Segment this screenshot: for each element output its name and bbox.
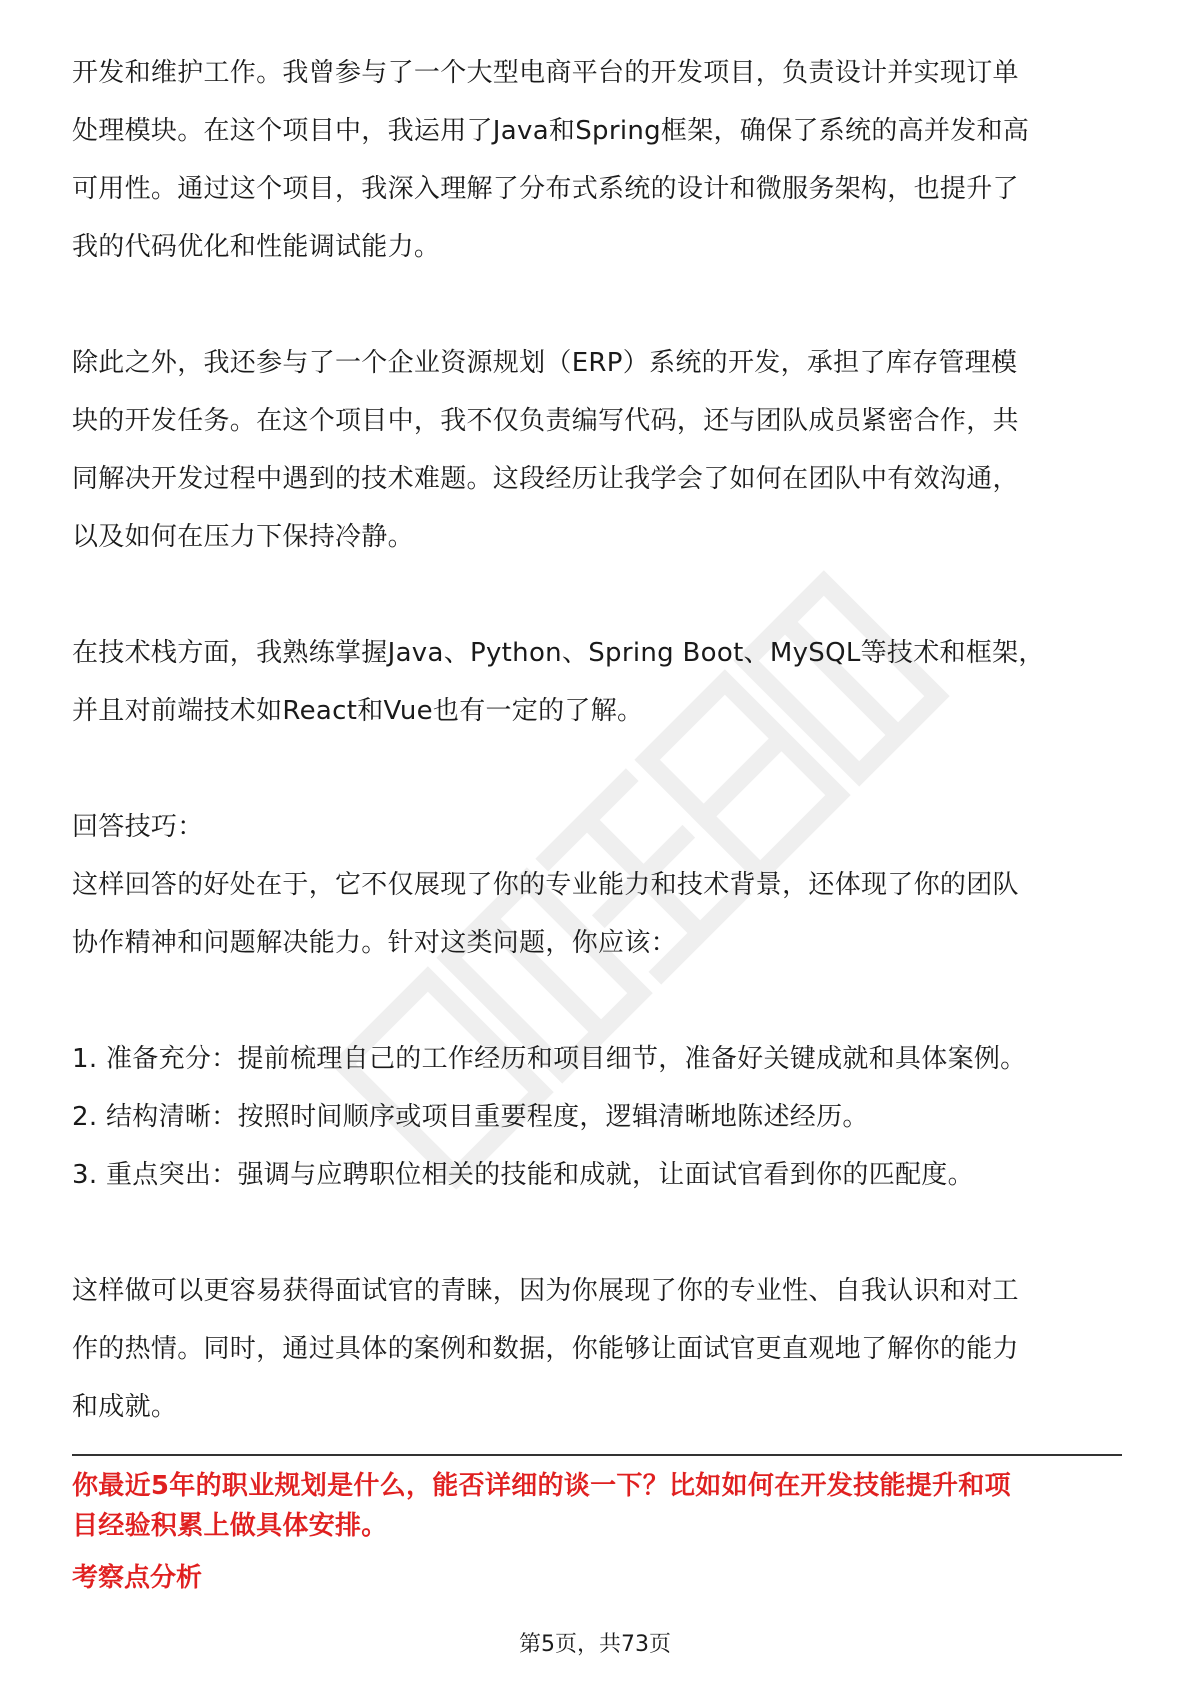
paragraph-gap bbox=[72, 276, 1122, 334]
list-item: 1. 准备充分：提前梳理自己的工作经历和项目细节，准备好关键成就和具体案例。 bbox=[72, 1044, 1027, 1074]
text-line: 作的热情。同时，通过具体的案例和数据，你能够让面试官更直观地了解你的能力 bbox=[72, 1334, 1019, 1364]
paragraph-conclusion bbox=[72, 1262, 1122, 1436]
main-content bbox=[72, 44, 1122, 1436]
paragraph-gap bbox=[72, 566, 1122, 624]
text-line: 除此之外，我还参与了一个企业资源规划（ERP）系统的开发，承担了库存管理模 bbox=[72, 348, 1018, 378]
text-line: 可用性。通过这个项目，我深入理解了分布式系统的设计和微服务架构，也提升了 bbox=[72, 174, 1019, 204]
text-line: 这样回答的好处在于，它不仅展现了你的专业能力和技术背景，还体现了你的团队 bbox=[72, 870, 1019, 900]
text-line: 这样做可以更容易获得面试官的青睐，因为你展现了你的专业性、自我认识和对工 bbox=[72, 1276, 1019, 1306]
list-item: 3. 重点突出：强调与应聘职位相关的技能和成就，让面试官看到你的匹配度。 bbox=[72, 1160, 974, 1190]
paragraph-gap bbox=[72, 740, 1122, 798]
tips-heading: 回答技巧： bbox=[72, 812, 204, 842]
paragraph-gap bbox=[72, 972, 1122, 1030]
section-divider bbox=[72, 1454, 1122, 1456]
question-line: 你最近5年的职业规划是什么，能否详细的谈一下？比如如何在开发技能提升和项 bbox=[72, 1471, 1011, 1501]
paragraph-experience bbox=[72, 44, 1122, 276]
text-line: 以及如何在压力下保持冷静。 bbox=[72, 522, 414, 552]
page-footer: 第5页，共73页 bbox=[519, 1632, 671, 1657]
paragraph-tech-stack bbox=[72, 624, 1122, 740]
tips-list bbox=[72, 1030, 1122, 1204]
paragraph-gap bbox=[72, 1204, 1122, 1262]
text-line: 和成就。 bbox=[72, 1392, 178, 1422]
paragraph-erp bbox=[72, 334, 1122, 566]
section-title: 考察点分析 bbox=[72, 1563, 203, 1593]
text-line: 在技术栈方面，我熟练掌握Java、Python、Spring Boot、MySQL等技术和框架， bbox=[72, 638, 1045, 668]
text-line: 我的代码优化和性能调试能力。 bbox=[72, 232, 441, 262]
list-item: 2. 结构清晰：按照时间顺序或项目重要程度，逻辑清晰地陈述经历。 bbox=[72, 1102, 869, 1132]
text-line: 开发和维护工作。我曾参与了一个大型电商平台的开发项目，负责设计并实现订单 bbox=[72, 58, 1019, 88]
paragraph-tips bbox=[72, 856, 1122, 972]
text-line: 协作精神和问题解决能力。针对这类问题，你应该： bbox=[72, 928, 677, 958]
text-line: 并且对前端技术如React和Vue也有一定的了解。 bbox=[72, 696, 644, 726]
interview-question bbox=[72, 1466, 1122, 1546]
text-line: 同解决开发过程中遇到的技术难题。这段经历让我学会了如何在团队中有效沟通， bbox=[72, 464, 1019, 494]
question-line: 目经验积累上做具体安排。 bbox=[72, 1511, 388, 1541]
text-line: 处理模块。在这个项目中，我运用了Java和Spring框架，确保了系统的高并发和高 bbox=[72, 116, 1030, 146]
text-line: 块的开发任务。在这个项目中，我不仅负责编写代码，还与团队成员紧密合作，共 bbox=[72, 406, 1019, 436]
